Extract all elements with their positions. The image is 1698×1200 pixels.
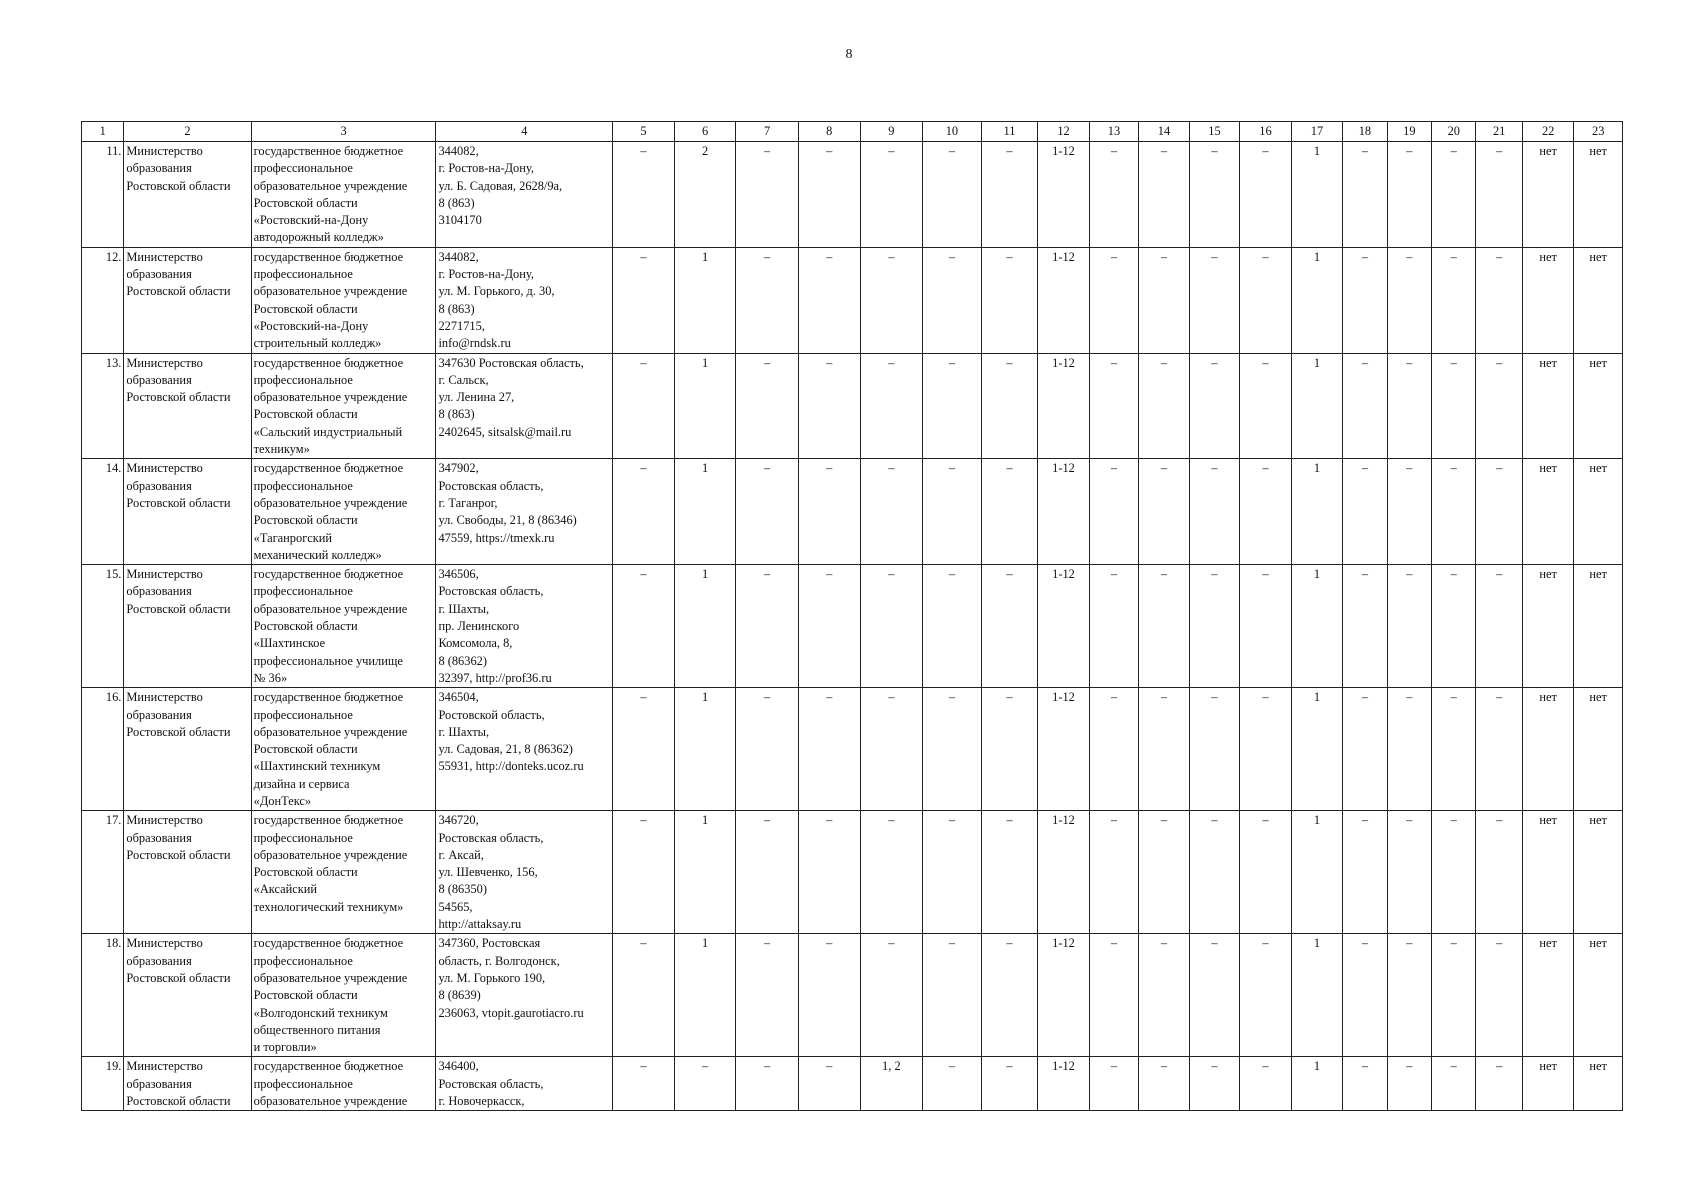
value-cell-col-13: –	[1089, 811, 1138, 934]
value-cell-col-19: –	[1387, 811, 1431, 934]
value-cell-col-14: –	[1139, 247, 1189, 353]
value-cell-col-14: –	[1139, 142, 1189, 248]
address-cell: 346400, Ростовская область, г. Новочеркасск,	[436, 1057, 613, 1111]
row-number: 12.	[82, 247, 124, 353]
value-cell-col-6: 1	[674, 688, 736, 811]
value-cell-col-15: –	[1189, 142, 1239, 248]
value-cell-col-14: –	[1139, 353, 1189, 459]
value-cell-col-16: –	[1240, 934, 1292, 1057]
value-cell-col-18: –	[1343, 565, 1387, 688]
ministry-cell: Министерство образования Ростовской области	[124, 1057, 251, 1111]
table-row	[82, 688, 1623, 811]
column-header-23: 23	[1574, 122, 1623, 142]
value-cell-col-7: –	[736, 565, 799, 688]
value-cell-col-20: –	[1432, 247, 1476, 353]
value-cell-col-8: –	[798, 142, 860, 248]
value-cell-col-23: нет	[1574, 565, 1623, 688]
value-cell-col-12: 1-12	[1038, 459, 1090, 565]
value-cell-col-21: –	[1476, 1057, 1522, 1111]
value-cell-col-13: –	[1089, 565, 1138, 688]
value-cell-col-16: –	[1240, 811, 1292, 934]
value-cell-col-8: –	[798, 1057, 860, 1111]
value-cell-col-17: 1	[1291, 811, 1343, 934]
table-header	[82, 122, 1623, 142]
row-number: 15.	[82, 565, 124, 688]
value-cell-col-23: нет	[1574, 459, 1623, 565]
registry-table	[81, 121, 1623, 1111]
value-cell-col-5: –	[613, 459, 675, 565]
page-number: 8	[845, 47, 853, 62]
value-cell-col-17: 1	[1291, 142, 1343, 248]
value-cell-col-13: –	[1089, 934, 1138, 1057]
value-cell-col-23: нет	[1574, 934, 1623, 1057]
value-cell-col-16: –	[1240, 459, 1292, 565]
value-cell-col-13: –	[1089, 459, 1138, 565]
value-cell-col-7: –	[736, 1057, 799, 1111]
value-cell-col-16: –	[1240, 247, 1292, 353]
value-cell-col-22: нет	[1522, 811, 1574, 934]
value-cell-col-17: 1	[1291, 1057, 1343, 1111]
row-number: 19.	[82, 1057, 124, 1111]
value-cell-col-22: нет	[1522, 142, 1574, 248]
value-cell-col-11: –	[981, 459, 1038, 565]
value-cell-col-17: 1	[1291, 459, 1343, 565]
value-cell-col-20: –	[1432, 142, 1476, 248]
value-cell-col-23: нет	[1574, 688, 1623, 811]
value-cell-col-11: –	[981, 565, 1038, 688]
table-row	[82, 811, 1623, 934]
row-number: 11.	[82, 142, 124, 248]
value-cell-col-19: –	[1387, 247, 1431, 353]
address-cell: 347902, Ростовская область, г. Таганрог, ул. Свободы, 21, 8 (86346) 47559, https://tmexk.ru	[436, 459, 613, 565]
value-cell-col-15: –	[1189, 353, 1239, 459]
address-cell: 346504, Ростовской область, г. Шахты, ул. Садовая, 21, 8 (86362) 55931, http://donteks.ucoz.ru	[436, 688, 613, 811]
value-cell-col-11: –	[981, 811, 1038, 934]
value-cell-col-5: –	[613, 247, 675, 353]
value-cell-col-12: 1-12	[1038, 811, 1090, 934]
column-header-11: 11	[981, 122, 1038, 142]
value-cell-col-5: –	[613, 934, 675, 1057]
value-cell-col-18: –	[1343, 247, 1387, 353]
value-cell-col-7: –	[736, 688, 799, 811]
ministry-cell: Министерство образования Ростовской области	[124, 142, 251, 248]
value-cell-col-14: –	[1139, 934, 1189, 1057]
value-cell-col-9: –	[860, 565, 923, 688]
row-number: 18.	[82, 934, 124, 1057]
row-number: 16.	[82, 688, 124, 811]
value-cell-col-17: 1	[1291, 565, 1343, 688]
value-cell-col-6: –	[674, 1057, 736, 1111]
value-cell-col-8: –	[798, 811, 860, 934]
value-cell-col-17: 1	[1291, 688, 1343, 811]
value-cell-col-12: 1-12	[1038, 142, 1090, 248]
ministry-cell: Министерство образования Ростовской области	[124, 247, 251, 353]
value-cell-col-20: –	[1432, 811, 1476, 934]
value-cell-col-21: –	[1476, 247, 1522, 353]
value-cell-col-10: –	[923, 688, 982, 811]
value-cell-col-11: –	[981, 934, 1038, 1057]
value-cell-col-5: –	[613, 353, 675, 459]
address-cell: 344082, г. Ростов-на-Дону, ул. Б. Садовая, 2628/9а, 8 (863) 3104170	[436, 142, 613, 248]
value-cell-col-23: нет	[1574, 353, 1623, 459]
column-header-3: 3	[251, 122, 436, 142]
value-cell-col-8: –	[798, 353, 860, 459]
address-cell: 347360, Ростовская область, г. Волгодонск, ул. М. Горького 190, 8 (8639) 236063, vtopit.gaurotiacro.ru	[436, 934, 613, 1057]
ministry-cell: Министерство образования Ростовской области	[124, 565, 251, 688]
value-cell-col-10: –	[923, 459, 982, 565]
column-header-18: 18	[1343, 122, 1387, 142]
value-cell-col-13: –	[1089, 1057, 1138, 1111]
address-cell: 346720, Ростовская область, г. Аксай, ул. Шевченко, 156, 8 (86350) 54565, http://attaksay.ru	[436, 811, 613, 934]
value-cell-col-19: –	[1387, 934, 1431, 1057]
value-cell-col-8: –	[798, 565, 860, 688]
table-row	[82, 353, 1623, 459]
value-cell-col-9: –	[860, 688, 923, 811]
value-cell-col-10: –	[923, 565, 982, 688]
header-row	[82, 122, 1623, 142]
value-cell-col-9: –	[860, 811, 923, 934]
value-cell-col-20: –	[1432, 1057, 1476, 1111]
value-cell-col-6: 1	[674, 247, 736, 353]
value-cell-col-19: –	[1387, 1057, 1431, 1111]
column-header-1: 1	[82, 122, 124, 142]
value-cell-col-18: –	[1343, 934, 1387, 1057]
column-header-17: 17	[1291, 122, 1343, 142]
value-cell-col-20: –	[1432, 353, 1476, 459]
value-cell-col-21: –	[1476, 142, 1522, 248]
value-cell-col-10: –	[923, 811, 982, 934]
table-row	[82, 247, 1623, 353]
value-cell-col-18: –	[1343, 459, 1387, 565]
value-cell-col-12: 1-12	[1038, 353, 1090, 459]
value-cell-col-8: –	[798, 688, 860, 811]
row-number: 13.	[82, 353, 124, 459]
column-header-14: 14	[1139, 122, 1189, 142]
row-number: 14.	[82, 459, 124, 565]
value-cell-col-23: нет	[1574, 1057, 1623, 1111]
value-cell-col-10: –	[923, 142, 982, 248]
value-cell-col-23: нет	[1574, 247, 1623, 353]
value-cell-col-12: 1-12	[1038, 565, 1090, 688]
column-header-2: 2	[124, 122, 251, 142]
value-cell-col-13: –	[1089, 353, 1138, 459]
ministry-cell: Министерство образования Ростовской области	[124, 811, 251, 934]
value-cell-col-22: нет	[1522, 247, 1574, 353]
value-cell-col-15: –	[1189, 688, 1239, 811]
value-cell-col-17: 1	[1291, 353, 1343, 459]
value-cell-col-15: –	[1189, 565, 1239, 688]
value-cell-col-17: 1	[1291, 247, 1343, 353]
value-cell-col-14: –	[1139, 688, 1189, 811]
value-cell-col-7: –	[736, 247, 799, 353]
column-header-16: 16	[1240, 122, 1292, 142]
value-cell-col-23: нет	[1574, 142, 1623, 248]
value-cell-col-11: –	[981, 688, 1038, 811]
column-header-21: 21	[1476, 122, 1522, 142]
ministry-cell: Министерство образования Ростовской области	[124, 353, 251, 459]
value-cell-col-14: –	[1139, 811, 1189, 934]
value-cell-col-21: –	[1476, 353, 1522, 459]
value-cell-col-7: –	[736, 353, 799, 459]
value-cell-col-18: –	[1343, 1057, 1387, 1111]
value-cell-col-8: –	[798, 459, 860, 565]
institution-cell: государственное бюджетное профессиональное образовательное учреждение Ростовской области «Волгодонский техникум общественного питания и торговли»	[251, 934, 436, 1057]
value-cell-col-9: –	[860, 142, 923, 248]
value-cell-col-10: –	[923, 1057, 982, 1111]
value-cell-col-9: –	[860, 459, 923, 565]
value-cell-col-16: –	[1240, 142, 1292, 248]
column-header-9: 9	[860, 122, 923, 142]
column-header-5: 5	[613, 122, 675, 142]
table-row	[82, 459, 1623, 565]
value-cell-col-19: –	[1387, 565, 1431, 688]
ministry-cell: Министерство образования Ростовской области	[124, 688, 251, 811]
value-cell-col-6: 1	[674, 459, 736, 565]
value-cell-col-9: 1, 2	[860, 1057, 923, 1111]
value-cell-col-19: –	[1387, 353, 1431, 459]
value-cell-col-22: нет	[1522, 1057, 1574, 1111]
value-cell-col-21: –	[1476, 811, 1522, 934]
column-header-8: 8	[798, 122, 860, 142]
address-cell: 346506, Ростовская область, г. Шахты, пр. Ленинского Комсомола, 8, 8 (86362) 32397, http://prof36.ru	[436, 565, 613, 688]
value-cell-col-5: –	[613, 142, 675, 248]
value-cell-col-14: –	[1139, 565, 1189, 688]
value-cell-col-21: –	[1476, 688, 1522, 811]
address-cell: 344082, г. Ростов-на-Дону, ул. М. Горького, д. 30, 8 (863) 2271715, info@rndsk.ru	[436, 247, 613, 353]
value-cell-col-6: 1	[674, 811, 736, 934]
table-row	[82, 934, 1623, 1057]
institution-cell: государственное бюджетное профессиональное образовательное учреждение Ростовской области «Сальский индустриальный техникум»	[251, 353, 436, 459]
value-cell-col-7: –	[736, 811, 799, 934]
value-cell-col-13: –	[1089, 247, 1138, 353]
value-cell-col-19: –	[1387, 142, 1431, 248]
value-cell-col-7: –	[736, 934, 799, 1057]
table-row	[82, 565, 1623, 688]
value-cell-col-6: 1	[674, 353, 736, 459]
institution-cell: государственное бюджетное профессиональное образовательное учреждение Ростовской области «Аксайский технологический техникум»	[251, 811, 436, 934]
value-cell-col-20: –	[1432, 565, 1476, 688]
institution-cell: государственное бюджетное профессиональное образовательное учреждение Ростовской области «Ростовский-на-Дону строительный колледж»	[251, 247, 436, 353]
institution-cell: государственное бюджетное профессиональное образовательное учреждение Ростовской области «Шахтинский техникум дизайна и сервиса «ДонТекс»	[251, 688, 436, 811]
value-cell-col-9: –	[860, 353, 923, 459]
value-cell-col-20: –	[1432, 459, 1476, 565]
column-header-15: 15	[1189, 122, 1239, 142]
value-cell-col-16: –	[1240, 353, 1292, 459]
value-cell-col-5: –	[613, 811, 675, 934]
value-cell-col-14: –	[1139, 459, 1189, 565]
value-cell-col-15: –	[1189, 934, 1239, 1057]
value-cell-col-18: –	[1343, 811, 1387, 934]
column-header-6: 6	[674, 122, 736, 142]
table-row	[82, 1057, 1623, 1111]
institution-cell: государственное бюджетное профессиональное образовательное учреждение Ростовской области «Ростовский-на-Дону автодорожный колледж»	[251, 142, 436, 248]
value-cell-col-9: –	[860, 247, 923, 353]
institution-cell: государственное бюджетное профессиональное образовательное учреждение Ростовской области «Шахтинское профессиональное училище № 36»	[251, 565, 436, 688]
value-cell-col-12: 1-12	[1038, 247, 1090, 353]
value-cell-col-23: нет	[1574, 811, 1623, 934]
value-cell-col-21: –	[1476, 934, 1522, 1057]
value-cell-col-5: –	[613, 688, 675, 811]
value-cell-col-16: –	[1240, 688, 1292, 811]
value-cell-col-22: нет	[1522, 688, 1574, 811]
column-header-7: 7	[736, 122, 799, 142]
value-cell-col-11: –	[981, 247, 1038, 353]
value-cell-col-10: –	[923, 353, 982, 459]
value-cell-col-14: –	[1139, 1057, 1189, 1111]
value-cell-col-11: –	[981, 1057, 1038, 1111]
value-cell-col-15: –	[1189, 247, 1239, 353]
value-cell-col-22: нет	[1522, 353, 1574, 459]
value-cell-col-17: 1	[1291, 934, 1343, 1057]
value-cell-col-16: –	[1240, 1057, 1292, 1111]
value-cell-col-8: –	[798, 934, 860, 1057]
value-cell-col-18: –	[1343, 688, 1387, 811]
value-cell-col-10: –	[923, 247, 982, 353]
value-cell-col-21: –	[1476, 459, 1522, 565]
value-cell-col-6: 1	[674, 934, 736, 1057]
ministry-cell: Министерство образования Ростовской области	[124, 459, 251, 565]
column-header-12: 12	[1038, 122, 1090, 142]
row-number: 17.	[82, 811, 124, 934]
value-cell-col-8: –	[798, 247, 860, 353]
value-cell-col-7: –	[736, 459, 799, 565]
value-cell-col-15: –	[1189, 1057, 1239, 1111]
value-cell-col-6: 1	[674, 565, 736, 688]
value-cell-col-20: –	[1432, 688, 1476, 811]
value-cell-col-5: –	[613, 565, 675, 688]
value-cell-col-15: –	[1189, 811, 1239, 934]
institution-cell: государственное бюджетное профессиональное образовательное учреждение	[251, 1057, 436, 1111]
value-cell-col-11: –	[981, 142, 1038, 248]
value-cell-col-13: –	[1089, 688, 1138, 811]
value-cell-col-15: –	[1189, 459, 1239, 565]
value-cell-col-13: –	[1089, 142, 1138, 248]
ministry-cell: Министерство образования Ростовской области	[124, 934, 251, 1057]
value-cell-col-12: 1-12	[1038, 688, 1090, 811]
value-cell-col-6: 2	[674, 142, 736, 248]
column-header-19: 19	[1387, 122, 1431, 142]
value-cell-col-20: –	[1432, 934, 1476, 1057]
column-header-13: 13	[1089, 122, 1138, 142]
value-cell-col-22: нет	[1522, 459, 1574, 565]
value-cell-col-5: –	[613, 1057, 675, 1111]
table-row	[82, 142, 1623, 248]
value-cell-col-22: нет	[1522, 565, 1574, 688]
value-cell-col-12: 1-12	[1038, 1057, 1090, 1111]
column-header-22: 22	[1522, 122, 1574, 142]
value-cell-col-10: –	[923, 934, 982, 1057]
column-header-20: 20	[1432, 122, 1476, 142]
value-cell-col-19: –	[1387, 688, 1431, 811]
value-cell-col-21: –	[1476, 565, 1522, 688]
value-cell-col-18: –	[1343, 353, 1387, 459]
value-cell-col-16: –	[1240, 565, 1292, 688]
value-cell-col-19: –	[1387, 459, 1431, 565]
value-cell-col-22: нет	[1522, 934, 1574, 1057]
value-cell-col-9: –	[860, 934, 923, 1057]
value-cell-col-12: 1-12	[1038, 934, 1090, 1057]
column-header-4: 4	[436, 122, 613, 142]
value-cell-col-7: –	[736, 142, 799, 248]
column-header-10: 10	[923, 122, 982, 142]
value-cell-col-11: –	[981, 353, 1038, 459]
institution-cell: государственное бюджетное профессиональное образовательное учреждение Ростовской области «Таганрогский механический колледж»	[251, 459, 436, 565]
table-body	[82, 142, 1623, 1111]
address-cell: 347630 Ростовская область, г. Сальск, ул. Ленина 27, 8 (863) 2402645, sitsalsk@mail.ru	[436, 353, 613, 459]
value-cell-col-18: –	[1343, 142, 1387, 248]
